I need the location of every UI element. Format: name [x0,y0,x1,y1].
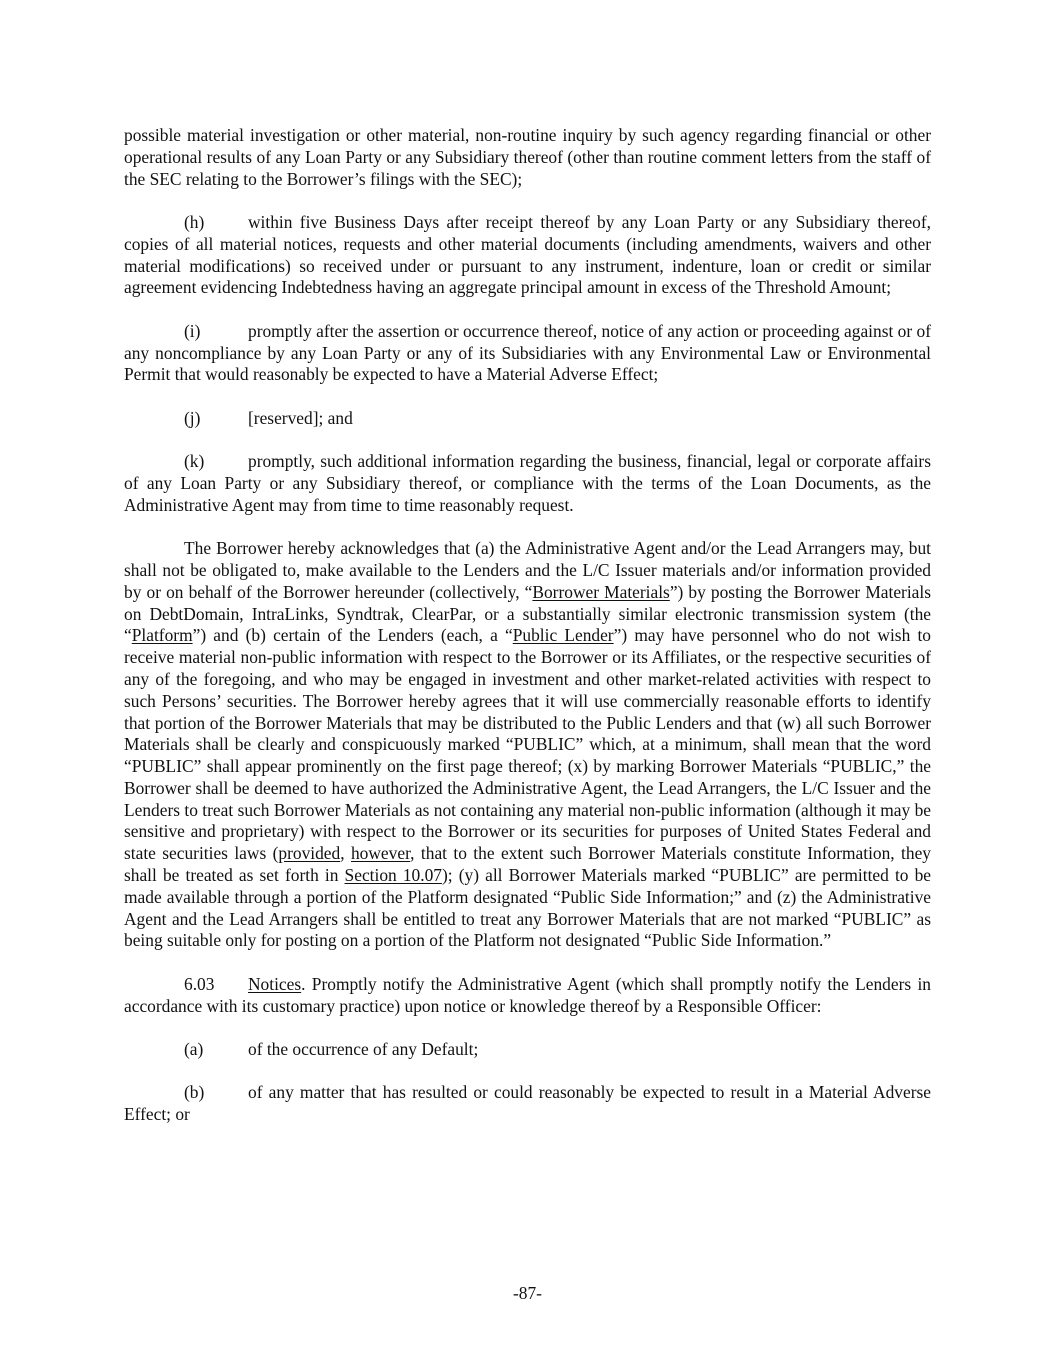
document-page [124,125,931,1148]
clause-text: of any matter that has resulted or could reasonably be expected to result in a Material Adverse Effect; or [124,1082,931,1125]
clause-text: of the occurrence of any Default; [248,1039,479,1060]
clause-a [124,1039,931,1061]
text-run: The Borrower hereby acknowledges that (a) the Administrative Agent and/or the Lead Arrangers may, but shall not be obligated to, make available to the Lenders and the L/C Issuer materials and/or information provided by or on behalf of the Borrower hereunder (collectively, “ [124,538,931,602]
section-reference: Section 10.07 [344,865,442,886]
clause-text: within five Business Days after receipt thereof by any Loan Party or any Subsidiary thereof, copies of all material notices, requests and other material documents (including amendments, waivers and other material modifications) so received under or pursuant to any instrument, indenture, loan or credit or similar agreement evidencing Indebtedness having an aggregate principal amount in excess of the Threshold Amount; [124,211,931,298]
paragraph-continuation: possible material investigation or other material, non-routine inquiry by such agency regarding financial or other operational results of any Loan Party or any Subsidiary thereof (other than routine comment letters from the staff of the SEC relating to the Borrower’s filings with the SEC); [124,125,931,189]
defined-term-borrower-materials: Borrower Materials [532,581,670,602]
section-6-03 [124,974,931,1018]
section-number: 6.03 [184,973,215,994]
text-run: , [340,843,351,864]
clause-text: promptly, such additional information regarding the business, financial, legal or corporate affairs of any Loan Party or any Subsidiary thereof, or compliance with the terms of the Loan Documents, as the Administrative Agent may from time to time reasonably request. [124,451,931,515]
section-text: . Promptly notify the Administrative Agent (which shall promptly notify the Lenders in accordance with its customary practice) upon notice or knowledge thereof by a Responsible Officer: [124,973,931,1016]
defined-term-platform: Platform [131,625,193,646]
clause-j [124,408,931,430]
text-run: ”) by posting the Borrower Materials on DebtDomain, IntraLinks, Syndtrak, ClearPar, or a substantially similar electronic transmission system (the “ [124,581,931,646]
clause-label: (h) [184,211,205,232]
clause-label: (k) [184,451,205,472]
term-provided: provided [278,843,341,864]
term-however: however [350,843,411,864]
page-number: -87- [513,1283,542,1303]
text-run: ”) may have personnel who do not wish to receive material non-public information with respect to the Borrower or its Affiliates, or the respective securities of any of the foregoing, and who may be engaged in investment and other market-related activities with respect to such Persons’ securities. The Borrower hereby agrees that it will use commercially reasonable efforts to identify that portion of the Borrower Materials that may be distributed to the Public Lenders and that (w) all such Borrower Materials shall be clearly and conspicuously marked “PUBLIC” which, at a minimum, shall mean that the word “PUBLIC” shall appear prominently on the first page thereof; (x) by marking Borrower Materials “PUBLIC,” the Borrower shall be deemed to have authorized the Administrative Agent, the Lead Arrangers, the L/C Issuer and the Lenders to treat such Borrower Materials as not containing any material non-public information (although it may be sensitive and proprietary) with respect to the Borrower or its securities for purposes of United States Federal and state securities laws ( [124,625,931,864]
defined-term-public-lender: Public Lender [512,625,614,646]
clause-h [124,212,931,299]
text-run: ); (y) all Borrower Materials marked “PUBLIC” are permitted to be made available through a portion of the Platform designated “Public Side Information;” and (z) the Administrative Agent and the Lead Arrangers shall be entitled to treat any Borrower Materials that are not marked “PUBLIC” as being suitable only for posting on a portion of the Platform not designated “Public Side Information.” [124,865,931,951]
clause-text: promptly after the assertion or occurrence thereof, notice of any action or proceeding against or of any noncompliance by any Loan Party or any of its Subsidiaries with any Environmental Law or Environmental Permit that would reasonably be expected to have a Material Adverse Effect; [124,320,931,385]
clause-text: [reserved]; and [248,407,353,428]
clause-label: (a) [184,1039,204,1060]
clause-b [124,1082,931,1126]
text-run: , that to the extent such Borrower Materials constitute Information, they shall be treated as set forth in [124,843,931,886]
borrower-materials-paragraph [124,538,931,952]
clause-label: (b) [184,1082,205,1103]
text-run: ”) and (b) certain of the Lenders (each, a “ [192,625,513,646]
section-heading: Notices [248,973,302,994]
clause-label: (j) [184,407,201,428]
clause-label: (i) [184,320,201,341]
clause-k [124,451,931,516]
clause-i [124,321,931,386]
